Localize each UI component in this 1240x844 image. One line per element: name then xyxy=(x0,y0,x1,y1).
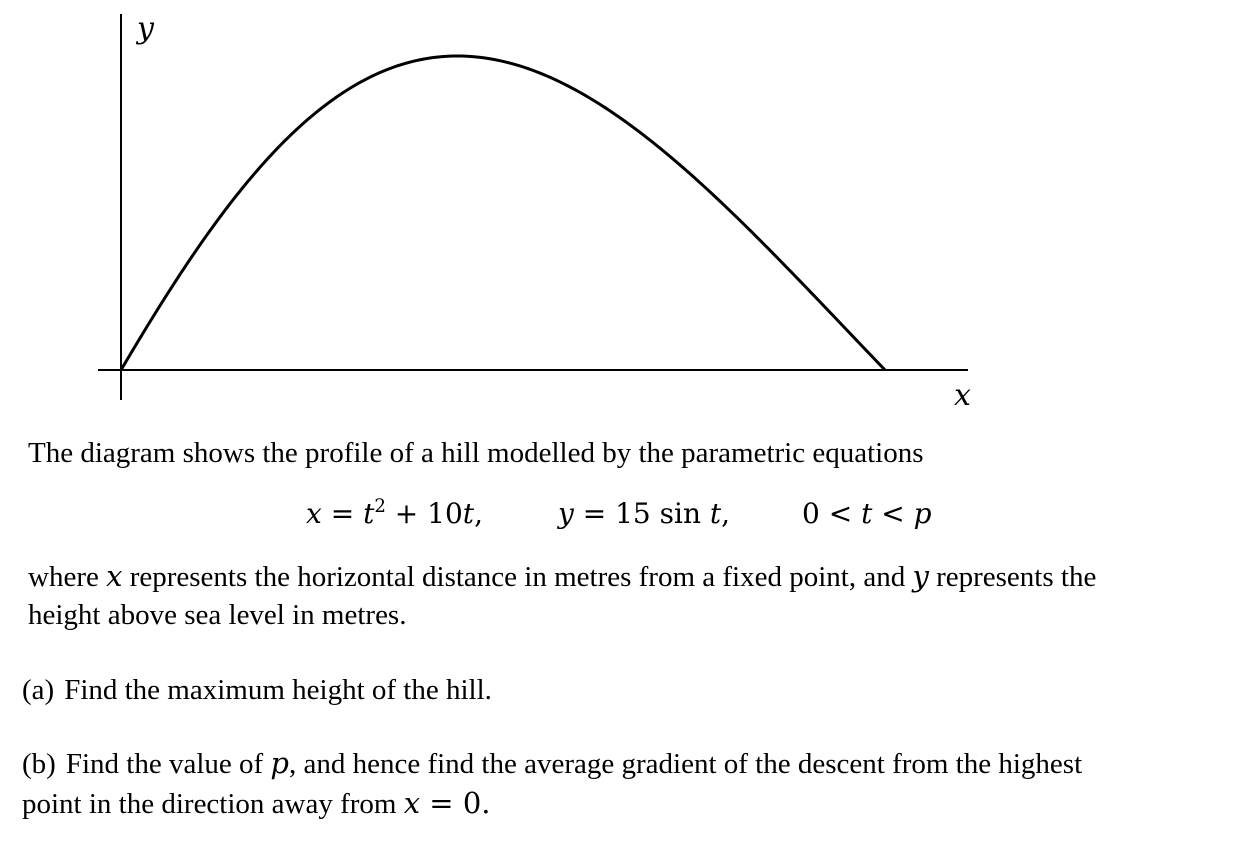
question-a xyxy=(22,671,492,709)
description-line-1: where x represents the horizontal distance in metres from a fixed point, and y represents the xyxy=(28,559,1097,593)
eq-x-comma: , xyxy=(474,497,483,530)
eq-y-lhs: y xyxy=(558,497,574,530)
intro-text: The diagram shows the profile of a hill modelled by the parametric equations xyxy=(28,437,924,469)
question-b-label: (b) xyxy=(22,748,56,780)
x-axis-label: x xyxy=(954,378,971,413)
qb-var-p: p xyxy=(270,746,289,780)
eq-range-p: p xyxy=(913,497,932,530)
description-line-2: height above sea level in metres. xyxy=(28,599,407,631)
equation-range xyxy=(802,494,932,534)
qb-line2-eq: = 0. xyxy=(420,786,491,820)
question-b-line-1: (b) Find the value of p, and hence find the average gradient of the descent from the highest xyxy=(22,746,1083,780)
question-b-line-2: point in the direction away from x = 0. xyxy=(22,786,491,820)
equation-y: y = 15 sin t, xyxy=(558,497,731,530)
equation-x: $x = t^2 + 10t$, xyxy=(306,496,483,530)
hill-curve xyxy=(121,56,885,370)
eq-range-left: 0 < xyxy=(802,497,862,530)
eq-range-mid: < xyxy=(872,497,914,530)
eq-x-t: t xyxy=(363,497,375,530)
eq-x-t2: t xyxy=(462,497,475,530)
eq-y-t: t xyxy=(709,497,722,530)
eq-x-rest: + 10 xyxy=(385,497,463,530)
question-a-label: (a) xyxy=(22,674,55,706)
desc-var-y: y xyxy=(912,559,929,593)
qb-line2-var-x: x xyxy=(403,786,421,820)
question-a-text: Find the maximum height of the hill. xyxy=(64,674,492,706)
hill-profile-diagram xyxy=(0,0,1240,420)
y-axis-label: y xyxy=(137,11,154,46)
eq-range-t: t xyxy=(861,497,873,530)
eq-y-rhs: 15 sin xyxy=(615,497,710,530)
eq-y-comma: , xyxy=(721,497,731,530)
desc-var-x: x xyxy=(106,559,123,593)
eq-x-lhs: x xyxy=(306,497,322,530)
